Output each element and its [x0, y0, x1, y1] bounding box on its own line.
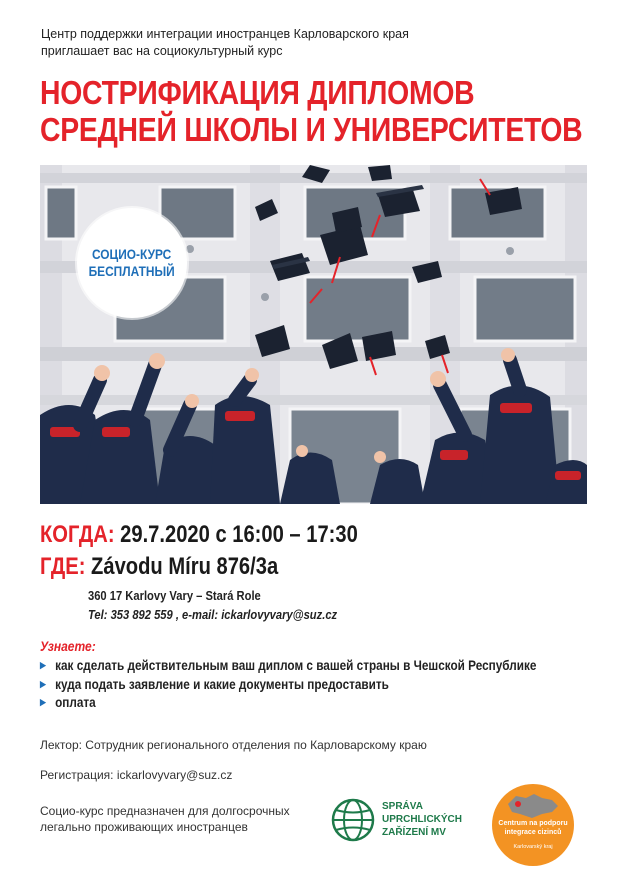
- suz-logo: [330, 797, 480, 847]
- address-city: 360 17 Karlovy Vary – Stará Role: [88, 588, 261, 603]
- globe-icon: [330, 797, 376, 843]
- czech-map-icon: [506, 792, 560, 820]
- badge-line-2: БЕСПЛАТНЫЙ: [88, 263, 176, 279]
- note-line-2: легально проживающих иностранцев: [40, 820, 248, 834]
- title-line-2: СРЕДНЕЙ ШКОЛЫ И УНИВЕРСИТЕТОВ: [40, 111, 583, 148]
- intro-line-2: приглашает вас на социокультурный курс: [41, 44, 283, 58]
- centrum-logo-subtitle: Karlovarský kraj: [513, 844, 553, 850]
- title-line-1: НОСТРИФИКАЦИЯ ДИПЛОМОВ: [40, 74, 475, 111]
- centrum-logo: [492, 784, 574, 866]
- intro-line-1: Центр поддержки интеграции иностранцев Карловарского края: [41, 27, 409, 41]
- intro-text: [41, 26, 601, 60]
- triangle-bullet-icon: ▶: [40, 697, 46, 707]
- triangle-bullet-icon: ▶: [40, 678, 46, 689]
- learn-heading: Узнаете:: [40, 638, 96, 654]
- when-label: КОГДА:: [40, 521, 115, 548]
- address-block: [88, 586, 337, 624]
- event-location: [40, 552, 278, 582]
- address-contact: Tel: 353 892 559 , e-mail: ickarlovyvary@suz.cz: [88, 607, 338, 622]
- badge-line-1: СОЦИО-КУРС: [92, 246, 172, 262]
- where-label: ГДЕ:: [40, 553, 86, 580]
- page-title: [40, 74, 583, 148]
- list-item: ▶ оплата: [40, 694, 96, 710]
- where-value: Závodu Míru 876/3a: [91, 553, 279, 580]
- suz-logo-text: SPRÁVA UPRCHLICKÝCH ZAŘÍZENÍ MV: [382, 801, 462, 838]
- centrum-logo-title: Centrum na podporu integrace cizinců: [498, 820, 568, 836]
- event-time: [40, 520, 358, 550]
- list-item: ▶ как сделать действительным ваш диплом с вашей страны в Чешской Республике: [40, 657, 537, 673]
- triangle-bullet-icon: ▶: [40, 660, 46, 670]
- free-course-badge: [77, 208, 187, 318]
- learn-list: [40, 656, 623, 712]
- when-value: 29.7.2020 с 16:00 – 17:30: [120, 521, 358, 548]
- audience-note: [40, 803, 300, 835]
- list-item: ▶ куда подать заявление и какие документы предоставить: [40, 675, 389, 692]
- registration-text: Регистрация: ickarlovyvary@suz.cz: [40, 768, 233, 782]
- note-line-1: Социо-курс предназначен для долгосрочных: [40, 804, 290, 818]
- lector-text: Лектор: Сотрудник регионального отделения по Карловарскому краю: [40, 738, 427, 752]
